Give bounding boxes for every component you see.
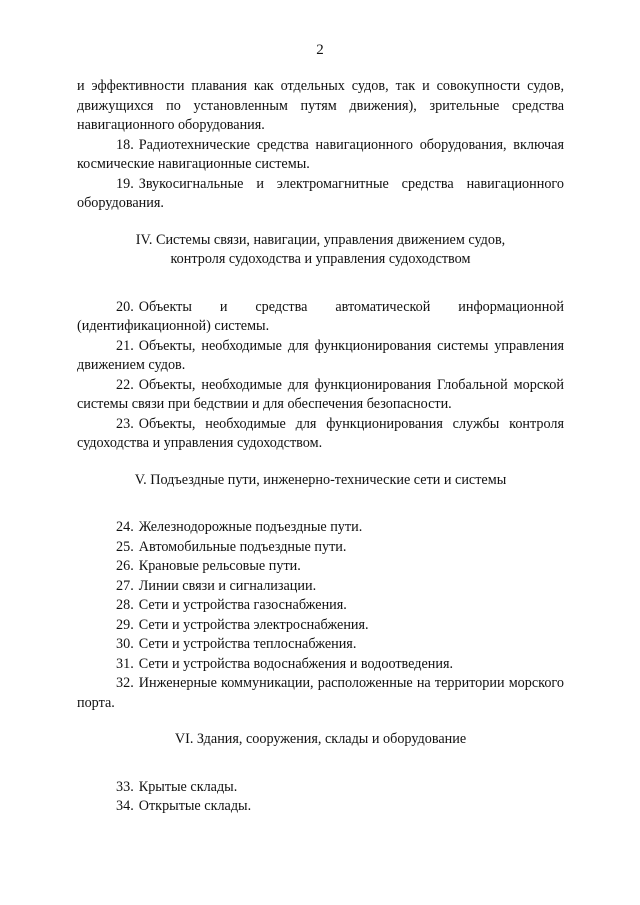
item-number: 23. [116,415,134,432]
item-text: Инженерные коммуникации, расположенные на территории морского порта. [77,675,564,711]
page-number: 2 [316,42,324,58]
item-text: Звукосигнальные и электромагнитные средства навигационного оборудования. [77,175,564,211]
list-item [77,298,564,337]
item-text: Объекты, необходимые для функционирования Глобальной морской системы связи при бедствии и для обеспечения безопасности. [77,376,564,412]
list-item [77,596,564,616]
item-number: 20. [116,298,134,315]
item-number: 22. [116,376,134,393]
section-iv-heading-line2: контроля судоходства и управления судоходством [170,251,471,267]
item-text: Линии связи и сигнализации. [138,577,317,594]
list-item [77,415,564,454]
item-text: Объекты и средства автоматической информационной (идентификационной) системы. [77,298,564,334]
item-number: 28. [116,597,134,613]
section-vi-heading: VI. Здания, сооружения, склады и оборудование [174,731,467,747]
list-item [77,175,564,214]
item-text: Радиотехнические средства навигационного оборудования, включая космические навигационные системы. [77,136,564,172]
item-text: Крановые рельсовые пути. [138,558,301,574]
item-number: 29. [116,616,134,633]
item-number: 34. [116,798,134,814]
section-v-heading: V. Подъездные пути, инженерно-технические сети и системы [134,471,507,488]
list-item [77,797,564,817]
list-item [77,557,564,577]
list-item [77,136,564,175]
item-text: Открытые склады. [138,798,252,814]
list-item [77,674,564,713]
item-number: 33. [116,778,134,795]
list-item [77,635,564,655]
item-number: 24. [116,519,134,535]
list-item [77,376,564,415]
item-number: 26. [116,558,134,574]
item-number: 27. [116,577,134,594]
item-number: 19. [116,175,134,192]
item-text: Сети и устройства электроснабжения. [138,616,369,633]
list-item [77,778,564,798]
list-item [77,538,564,558]
item-text: Сети и устройства газоснабжения. [138,597,347,613]
item-text: Сети и устройства теплоснабжения. [138,636,357,652]
section-iv-heading [77,231,564,270]
item-text: Объекты, необходимые для функционирования системы управления движением судов. [77,337,564,373]
list-item [77,577,564,597]
item-number: 18. [116,136,134,153]
item-number: 31. [116,655,134,672]
item-text: Крытые склады. [138,778,238,795]
list-item [77,655,564,675]
list-item [77,616,564,636]
section-iv-heading-line1: IV. Системы связи, навигации, управления движением судов, [135,231,506,248]
intro-continuation: и эффективности плавания как отдельных судов, так и совокупности судов, движущихся по установленным путям движения), зрительные средства навигационного оборудования. [77,78,564,133]
list-item [77,337,564,376]
item-text: Автомобильные подъездные пути. [138,538,347,555]
item-text: Сети и устройства водоснабжения и водоотведения. [138,655,454,672]
item-text: Объекты, необходимые для функционирования службы контроля судоходства и управления судоходством. [77,415,564,451]
document-body [77,77,564,817]
item-number: 30. [116,636,134,652]
list-item [77,518,564,538]
item-number: 21. [116,337,134,354]
item-number: 32. [116,675,134,691]
item-number: 25. [116,538,134,555]
item-text: Железнодорожные подъездные пути. [138,519,363,535]
